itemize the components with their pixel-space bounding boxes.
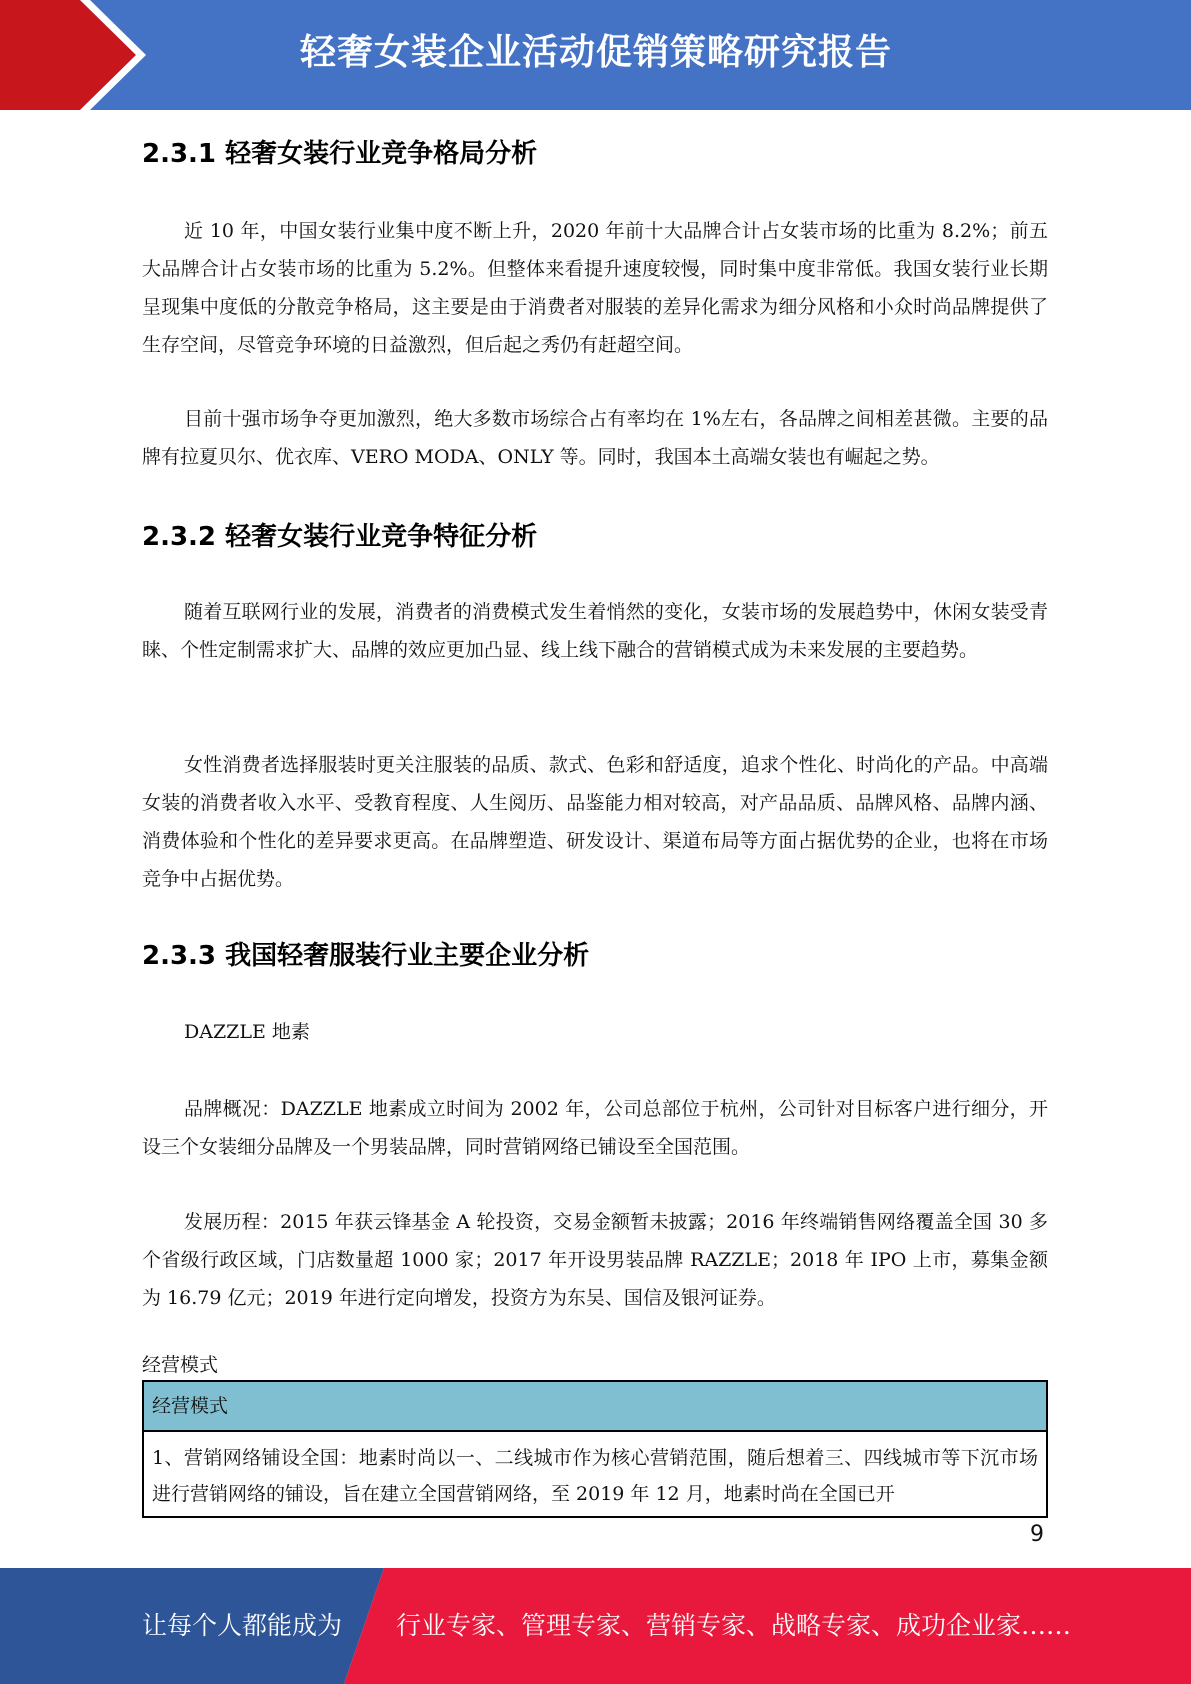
- paragraph: 发展历程：2015 年获云锋基金 A 轮投资，交易金额暂未披露；2016 年终端销售网络覆盖全国 30 多个省级行政区域，门店数量超 1000 家；2017 年开设男装品牌 RAZZLE；2018 年 IPO 上市，募集金额为 16.79 亿元；2019 年进行定向增发，投资方为东吴、国信及银河证券。: [142, 1211, 1048, 1309]
- report-title: 轻奢女装企业活动促销策略研究报告: [300, 32, 893, 73]
- chevron-arrow-icon: [0, 0, 160, 110]
- section-heading-2-3-3: 2.3.3 我国轻奢服装行业主要企业分析: [142, 941, 590, 971]
- business-model-table: [142, 1380, 1048, 1518]
- paragraph: 目前十强市场争夺更加激烈，绝大多数市场综合占有率均在 1%左右，各品牌之间相差甚微。主要的品牌有拉夏贝尔、优衣库、VERO MODA、ONLY 等。同时，我国本土高端女装也有崛起之势。: [142, 408, 1048, 468]
- table-header-cell: 经营模式: [144, 1382, 1046, 1432]
- paragraph: 随着互联网行业的发展，消费者的消费模式发生着悄然的变化，女装市场的发展趋势中，休闲女装受青睐、个性定制需求扩大、品牌的效应更加凸显、线上线下融合的营销模式成为未来发展的主要趋势。: [142, 601, 1048, 661]
- paragraph: 女性消费者选择服装时更关注服装的品质、款式、色彩和舒适度，追求个性化、时尚化的产品。中高端女装的消费者收入水平、受教育程度、人生阅历、品鉴能力相对较高，对产品品质、品牌风格、品牌内涵、消费体验和个性化的差异要求更高。在品牌塑造、研发设计、渠道布局等方面占据优势的企业，也将在市场竞争中占据优势。: [142, 754, 1048, 890]
- page-footer: [0, 1568, 1191, 1684]
- company-name: DAZZLE 地素: [184, 1021, 310, 1043]
- footer-slogan-right: 行业专家、管理专家、营销专家、战略专家、成功企业家……: [396, 1611, 1072, 1640]
- section-heading-2-3-1: 2.3.1 轻奢女装行业竞争格局分析: [142, 139, 538, 169]
- section-heading-2-3-2: 2.3.2 轻奢女装行业竞争特征分析: [142, 522, 538, 552]
- table-caption: 经营模式: [142, 1354, 219, 1376]
- footer-slogan-left: 让每个人都能成为: [142, 1611, 343, 1640]
- page-header: [0, 0, 1191, 110]
- page-number: 9: [1030, 1522, 1044, 1547]
- paragraph: 品牌概况：DAZZLE 地素成立时间为 2002 年，公司总部位于杭州，公司针对目标客户进行细分，开设三个女装细分品牌及一个男装品牌，同时营销网络已铺设至全国范围。: [142, 1098, 1048, 1158]
- paragraph: 近 10 年，中国女装行业集中度不断上升，2020 年前十大品牌合计占女装市场的比重为 8.2%；前五大品牌合计占女装市场的比重为 5.2%。但整体来看提升速度较慢，同时集中度非常低。我国女装行业长期呈现集中度低的分散竞争格局，这主要是由于消费者对服装的差异化需求为细分风格和小众时尚品牌提供了生存空间，尽管竞争环境的日益激烈，但后起之秀仍有赶超空间。: [142, 220, 1048, 356]
- table-cell: 1、营销网络铺设全国：地素时尚以一、二线城市作为核心营销范围，随后想着三、四线城市等下沉市场进行营销网络的铺设，旨在建立全国营销网络，至 2019 年 12 月，地素时尚在全国已开: [152, 1447, 1038, 1505]
